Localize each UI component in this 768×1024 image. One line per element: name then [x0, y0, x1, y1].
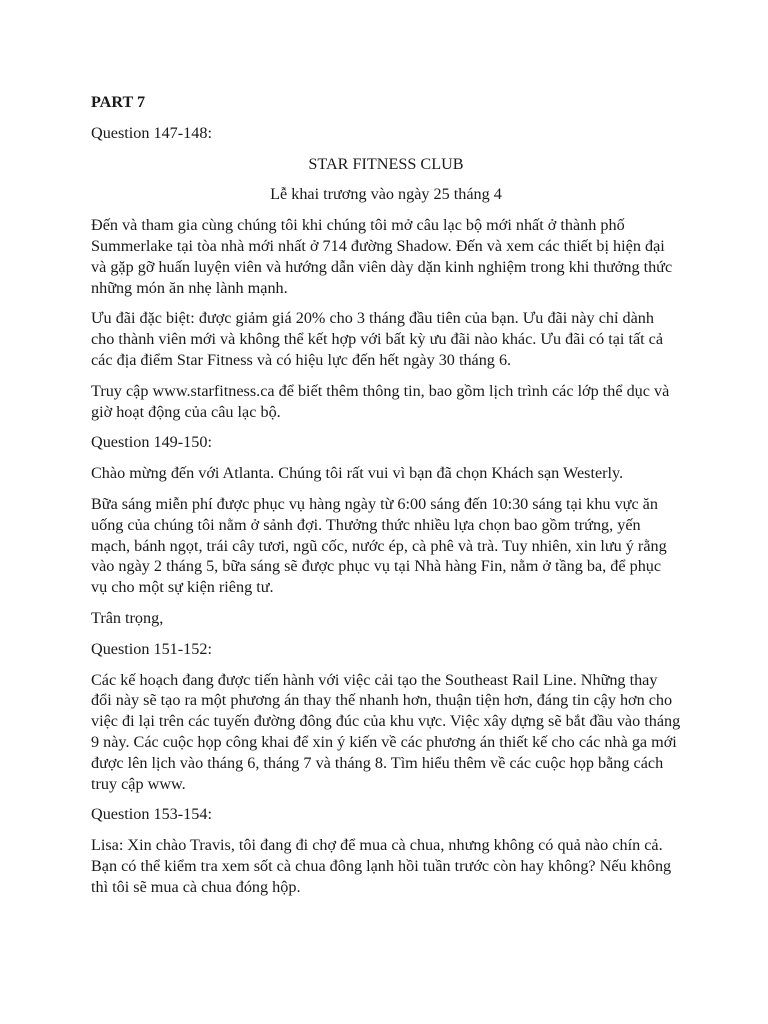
paragraph: Các kế hoạch đang được tiến hành với việc cải tạo the Southeast Rail Line. Những thay đổi này sẽ tạo ra một phương án thay thế nhanh hơn, thuận tiện hơn, đáng tin cậy hơn cho việc đi lại trên các tuyến đường đông đúc của khu vực. Việc xây dựng sẽ bắt đầu vào tháng 9 này. Các cuộc họp công khai để xin ý kiến về các phương án thiết kế cho các nhà ga mới được lên lịch vào tháng 6, tháng 7 và tháng 8. Tìm hiểu thêm về các cuộc họp bằng cách truy cập www.	[91, 670, 681, 793]
paragraph: Ưu đãi đặc biệt: được giảm giá 20% cho 3 tháng đầu tiên của bạn. Ưu đãi này chỉ dành cho thành viên mới và không thể kết hợp với bất kỳ ưu đãi nào khác. Ưu đãi có tại tất cả các địa điểm Star Fitness và có hiệu lực đến hết ngày 30 tháng 6.	[91, 309, 664, 369]
question-label-153-154: Question 153-154:	[91, 805, 212, 824]
closing-line: Trân trọng,	[91, 608, 164, 627]
paragraph: Truy cập www.starfitness.ca để biết thêm thông tin, bao gồm lịch trình các lớp thể dục và giờ hoạt động của câu lạc bộ.	[91, 381, 670, 421]
question-label-147-148: Question 147-148:	[91, 123, 212, 142]
question-label-149-150: Question 149-150:	[91, 433, 212, 452]
paragraph: Lisa: Xin chào Travis, tôi đang đi chợ để mua cà chua, nhưng không có quả nào chín cả. Bạn có thể kiểm tra xem sốt cà chua đông lạnh hồi tuần trước còn hay không? Nếu không thì tôi sẽ mua cà chua đóng hộp.	[91, 836, 672, 896]
club-subtitle: Lễ khai trương vào ngày 25 tháng 4	[270, 185, 502, 204]
paragraph: Bữa sáng miễn phí được phục vụ hàng ngày từ 6:00 sáng đến 10:30 sáng tại khu vực ăn uống của chúng tôi nằm ở sảnh đợi. Thưởng thức nhiều lựa chọn bao gồm trứng, yến mạch, bánh ngọt, trái cây tươi, ngũ cốc, nước ép, cà phê và trà. Tuy nhiên, xin lưu ý rằng vào ngày 2 tháng 5, bữa sáng sẽ được phục vụ tại Nhà hàng Fin, nằm ở tầng ba, để phục vụ cho một sự kiện riêng tư.	[91, 494, 667, 597]
part-heading: PART 7	[91, 93, 146, 111]
document-page	[91, 92, 681, 908]
paragraph: Chào mừng đến với Atlanta. Chúng tôi rất vui vì bạn đã chọn Khách sạn Westerly.	[91, 464, 624, 483]
club-title: STAR FITNESS CLUB	[308, 154, 464, 173]
paragraph: Đến và tham gia cùng chúng tôi khi chúng tôi mở câu lạc bộ mới nhất ở thành phố Summerlake tại tòa nhà mới nhất ở 714 đường Shadow. Đến và xem các thiết bị hiện đại và gặp gỡ huấn luyện viên và hướng dẫn viên dày dặn kinh nghiệm trong khi thưởng thức những món ăn nhẹ lành mạnh.	[91, 216, 673, 297]
question-label-151-152: Question 151-152:	[91, 639, 212, 658]
